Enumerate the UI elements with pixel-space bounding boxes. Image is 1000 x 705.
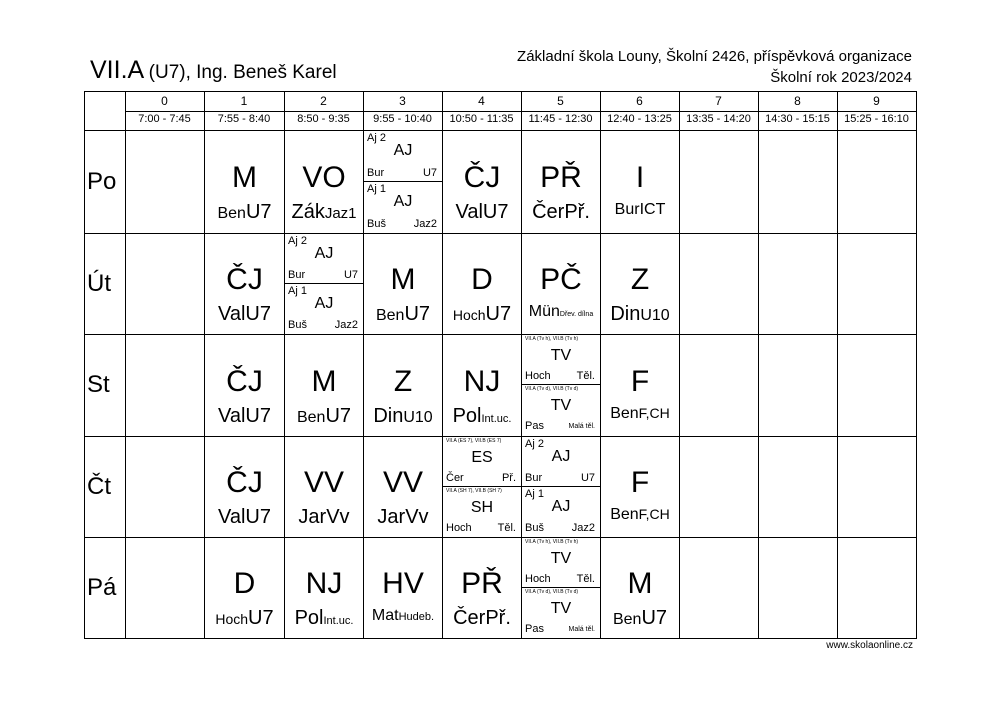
- lesson-subject: M: [311, 364, 337, 398]
- lesson-teacher: Ben: [610, 506, 639, 523]
- empty-cell: [680, 538, 758, 638]
- lesson-subject: PČ: [540, 263, 582, 296]
- split-divider: [521, 384, 600, 385]
- empty-cell: [680, 335, 758, 436]
- group-lesson[interactable]: [522, 437, 600, 487]
- period-time: 7:00 - 7:45: [138, 113, 191, 125]
- group-room: Malá těl.: [568, 626, 595, 633]
- group-subject: TV: [550, 347, 572, 364]
- lesson-cell[interactable]: [364, 437, 442, 537]
- group-room: Těl.: [576, 573, 595, 585]
- period-time: 12:40 - 13:25: [607, 113, 672, 125]
- lesson-subject: PŘ: [461, 567, 503, 600]
- lesson-cell[interactable]: [205, 335, 284, 436]
- lesson-room: Dřev. dílna: [559, 311, 594, 318]
- group-subject: AJ: [314, 245, 334, 262]
- lesson-room: U10: [640, 307, 670, 324]
- lesson-teacher: Hoch: [452, 307, 486, 323]
- lesson-cell[interactable]: [285, 335, 363, 436]
- lesson-cell[interactable]: [522, 538, 600, 638]
- period-number: 4: [478, 94, 485, 108]
- lesson-cell[interactable]: [443, 335, 521, 436]
- lesson-details: [443, 304, 521, 324]
- empty-cell: [126, 335, 204, 436]
- lesson-room: U7: [641, 607, 668, 629]
- lesson-teacher: Mün: [528, 303, 560, 320]
- row-line: [84, 91, 917, 92]
- empty-cell: [680, 234, 758, 334]
- lesson-subject: D: [233, 567, 256, 600]
- empty-cell: [759, 335, 837, 436]
- lesson-subject: PŘ: [540, 161, 582, 194]
- group-teacher: Hoch: [446, 522, 472, 534]
- lesson-cell[interactable]: [285, 538, 363, 638]
- group-subject: AJ: [393, 142, 413, 159]
- lesson-teacher: Pol: [294, 607, 324, 629]
- group-lesson[interactable]: [522, 385, 600, 435]
- lesson-cell[interactable]: [285, 437, 363, 537]
- lesson-teacher: Ben: [296, 408, 326, 426]
- period-time: 9:55 - 10:40: [373, 113, 432, 125]
- lesson-teacher: Val: [218, 404, 246, 427]
- group-label: Aj 2: [525, 438, 544, 450]
- lesson-details: [522, 202, 600, 222]
- empty-cell: [759, 437, 837, 537]
- group-teacher: Bur: [367, 167, 385, 179]
- group-lesson[interactable]: [443, 487, 521, 537]
- footer-link[interactable]: www.skolaonline.cz: [826, 640, 913, 651]
- empty-cell: [838, 234, 916, 334]
- empty-cell: [126, 437, 204, 537]
- period-number: 7: [715, 94, 722, 108]
- lesson-details: [205, 406, 284, 426]
- lesson-teacher: Hoch: [215, 611, 249, 627]
- group-teacher: Čer: [446, 472, 464, 484]
- lesson-room: U7: [482, 201, 509, 223]
- group-lesson[interactable]: [285, 234, 363, 284]
- lesson-subject: VO: [302, 161, 346, 194]
- empty-cell: [126, 131, 204, 233]
- group-label: VII.A (Tv d), VII.B (Tv d): [525, 386, 579, 392]
- lesson-cell[interactable]: [601, 234, 679, 334]
- lesson-room: U10: [403, 408, 433, 426]
- lesson-teacher: Val: [455, 201, 483, 223]
- period-time: 15:25 - 16:10: [844, 113, 909, 125]
- group-subject: AJ: [551, 448, 571, 465]
- lesson-details: [205, 608, 284, 628]
- lesson-cell[interactable]: [601, 335, 679, 436]
- empty-cell: [838, 538, 916, 638]
- group-room: U7: [580, 472, 595, 484]
- lesson-subject: I: [635, 161, 645, 194]
- lesson-cell[interactable]: [443, 131, 521, 233]
- group-subject: SH: [470, 499, 494, 516]
- empty-cell: [759, 131, 837, 233]
- lesson-cell[interactable]: [443, 437, 521, 537]
- column-line: [84, 91, 85, 639]
- lesson-room: ICT: [639, 201, 666, 218]
- lesson-details: [601, 507, 679, 523]
- lesson-details: [364, 608, 442, 624]
- lesson-details: [285, 608, 363, 628]
- empty-cell: [838, 131, 916, 233]
- group-teacher: Hoch: [525, 573, 551, 585]
- period-time: 11:45 - 12:30: [528, 113, 593, 125]
- group-subject: TV: [550, 550, 572, 567]
- lesson-subject: NJ: [463, 364, 501, 398]
- period-time: 10:50 - 11:35: [449, 113, 514, 125]
- lesson-subject: M: [390, 263, 416, 296]
- lesson-details: [364, 304, 442, 324]
- group-teacher: Bur: [525, 472, 543, 484]
- lesson-cell[interactable]: [522, 437, 600, 537]
- lesson-details: [364, 507, 442, 527]
- lesson-room: U7: [245, 303, 271, 325]
- lesson-details: [601, 304, 679, 324]
- lesson-teacher: Ben: [217, 205, 246, 222]
- empty-cell: [759, 538, 837, 638]
- split-divider: [521, 486, 600, 487]
- lesson-details: [443, 608, 521, 628]
- lesson-teacher: Čer: [532, 201, 565, 223]
- lesson-details: [601, 608, 679, 628]
- lesson-cell[interactable]: [522, 131, 600, 233]
- row-line: [84, 638, 917, 639]
- group-teacher: Pas: [525, 420, 544, 432]
- lesson-cell[interactable]: [601, 131, 679, 233]
- split-divider: [363, 181, 442, 182]
- lesson-room: F,CH: [638, 506, 670, 522]
- lesson-subject: ČJ: [463, 161, 501, 194]
- group-lesson[interactable]: [522, 487, 600, 537]
- lesson-subject: ČJ: [226, 263, 263, 296]
- lesson-details: [601, 202, 679, 218]
- lesson-details: [285, 202, 363, 222]
- split-divider: [442, 486, 521, 487]
- lesson-subject: NJ: [305, 567, 343, 600]
- period-number: 0: [161, 94, 168, 108]
- group-teacher: Pas: [525, 623, 544, 635]
- period-time: 7:55 - 8:40: [217, 113, 271, 125]
- group-teacher: Buš: [288, 319, 307, 331]
- lesson-room: F,CH: [638, 404, 670, 421]
- empty-cell: [126, 538, 204, 638]
- lesson-subject: VV: [303, 466, 345, 499]
- group-lesson[interactable]: [443, 437, 521, 487]
- lesson-details: [522, 304, 600, 320]
- period-time: 14:30 - 15:15: [765, 113, 830, 125]
- lesson-room: U7: [485, 303, 512, 325]
- group-room: Těl.: [576, 370, 595, 382]
- lesson-subject: ČJ: [226, 364, 263, 398]
- group-lesson[interactable]: [285, 284, 363, 334]
- group-subject: AJ: [393, 193, 413, 210]
- group-label: VII.A (SH 7), VII.B (SH 7): [446, 488, 502, 494]
- group-room: Jaz2: [571, 522, 595, 534]
- lesson-cell[interactable]: [364, 538, 442, 638]
- period-number: 3: [399, 94, 406, 108]
- lesson-cell[interactable]: [601, 538, 679, 638]
- lesson-cell[interactable]: [205, 131, 284, 233]
- lesson-subject: M: [627, 567, 653, 600]
- lesson-details: [205, 304, 284, 324]
- lesson-details: [205, 202, 284, 222]
- lesson-cell[interactable]: [364, 234, 442, 334]
- period-time: 8:50 - 9:35: [297, 113, 350, 125]
- group-label: Aj 1: [288, 285, 307, 297]
- lesson-subject: F: [630, 466, 650, 499]
- lesson-cell[interactable]: [205, 538, 284, 638]
- lesson-cell[interactable]: [522, 335, 600, 436]
- split-divider: [284, 283, 363, 284]
- empty-cell: [680, 131, 758, 233]
- period-number: 1: [240, 94, 248, 108]
- lesson-details: [443, 406, 521, 426]
- day-label: St: [87, 371, 110, 398]
- group-lesson[interactable]: [364, 182, 442, 233]
- empty-cell: [838, 437, 916, 537]
- lesson-teacher: Pol: [452, 404, 482, 427]
- group-teacher: Buš: [525, 522, 544, 534]
- group-room: U7: [422, 167, 437, 179]
- lesson-details: [443, 202, 521, 222]
- group-subject: AJ: [551, 498, 571, 515]
- group-room: Jaz2: [413, 218, 437, 230]
- lesson-teacher: Mat: [371, 607, 399, 624]
- lesson-cell[interactable]: [443, 538, 521, 638]
- lesson-cell[interactable]: [205, 437, 284, 537]
- group-room: Malá těl.: [568, 423, 595, 430]
- group-teacher: Buš: [367, 218, 386, 230]
- lesson-room: Vv: [326, 506, 350, 528]
- lesson-subject: D: [471, 263, 493, 296]
- group-label: VII.A (Tv h), VII.B (Tv h): [525, 336, 579, 342]
- lesson-details: [205, 507, 284, 527]
- lesson-room: Hudeb.: [398, 611, 435, 623]
- empty-cell: [680, 437, 758, 537]
- lesson-cell[interactable]: [285, 131, 363, 233]
- lesson-cell[interactable]: [285, 234, 363, 334]
- lesson-teacher: Ben: [375, 307, 405, 324]
- lesson-room: Př.: [485, 607, 511, 629]
- group-label: VII.A (Tv h), VII.B (Tv h): [525, 539, 579, 545]
- group-room: Těl.: [497, 522, 516, 534]
- group-label: Aj 2: [367, 132, 386, 144]
- lesson-room: U7: [245, 506, 271, 528]
- day-label: Pá: [87, 573, 117, 601]
- day-label: Čt: [87, 472, 111, 500]
- lesson-details: [601, 406, 679, 422]
- lesson-room: Př.: [564, 201, 590, 223]
- lesson-details: [364, 406, 442, 426]
- lesson-subject: Z: [393, 364, 413, 398]
- day-label: Út: [87, 269, 111, 297]
- lesson-details: [285, 507, 363, 527]
- school-year: Školní rok 2023/2024: [770, 69, 912, 86]
- lesson-cell[interactable]: [205, 234, 284, 334]
- group-lesson[interactable]: [364, 131, 442, 182]
- lesson-teacher: Jar: [298, 506, 327, 528]
- group-label: Aj 2: [288, 235, 307, 247]
- lesson-teacher: Din: [610, 303, 641, 325]
- group-room: Jaz2: [334, 319, 358, 331]
- class-teacher: (U7), Ing. Beneš Karel: [148, 62, 337, 83]
- lesson-details: [285, 406, 363, 426]
- group-subject: TV: [550, 600, 572, 617]
- lesson-room: U7: [245, 404, 271, 427]
- lesson-teacher: Čer: [453, 607, 486, 629]
- group-label: Aj 1: [367, 183, 386, 195]
- lesson-teacher: Din: [373, 404, 404, 427]
- lesson-room: Vv: [405, 506, 429, 528]
- lesson-teacher: Val: [218, 303, 246, 325]
- lesson-teacher: Ben: [610, 404, 639, 422]
- split-divider: [521, 587, 600, 588]
- empty-cell: [838, 335, 916, 436]
- group-label: VII.A (ES 7), VII.B (ES 7): [446, 438, 502, 444]
- empty-cell: [126, 234, 204, 334]
- lesson-subject: M: [232, 161, 257, 194]
- group-room: U7: [343, 269, 358, 281]
- group-label: VII.A (Tv d), VII.B (Tv d): [525, 589, 579, 595]
- period-time: 13:35 - 14:20: [686, 113, 751, 125]
- group-teacher: Hoch: [525, 370, 551, 382]
- group-subject: AJ: [314, 295, 334, 312]
- group-room: Př.: [501, 472, 516, 484]
- school-name: Základní škola Louny, Školní 2426, příspěvková organizace: [517, 48, 912, 65]
- lesson-cell[interactable]: [522, 234, 600, 334]
- lesson-teacher: Ben: [612, 611, 642, 628]
- group-lesson[interactable]: [522, 588, 600, 638]
- group-teacher: Bur: [288, 269, 306, 281]
- day-label: Po: [87, 167, 117, 195]
- empty-cell: [759, 234, 837, 334]
- lesson-subject: ČJ: [226, 466, 263, 499]
- lesson-subject: HV: [382, 567, 424, 600]
- period-number: 6: [636, 94, 643, 108]
- lesson-room: U7: [404, 303, 431, 325]
- lesson-cell[interactable]: [364, 335, 442, 436]
- lesson-room: U7: [325, 404, 352, 427]
- group-subject: TV: [550, 397, 572, 414]
- lesson-teacher: Zák: [291, 201, 325, 223]
- lesson-teacher: Bur: [614, 201, 640, 218]
- lesson-cell[interactable]: [364, 131, 442, 233]
- period-number: 5: [557, 94, 564, 108]
- lesson-subject: Z: [630, 263, 650, 296]
- class-name: VII.A: [90, 56, 145, 84]
- lesson-teacher: Val: [218, 506, 246, 528]
- lesson-cell[interactable]: [443, 234, 521, 334]
- group-subject: ES: [471, 449, 493, 466]
- lesson-room: U7: [245, 201, 272, 223]
- lesson-room: Int.uc.: [481, 412, 512, 425]
- lesson-room: Jaz1: [324, 205, 357, 222]
- group-lesson[interactable]: [522, 335, 600, 385]
- group-label: Aj 1: [525, 488, 544, 500]
- lesson-room: U7: [248, 607, 274, 629]
- period-number: 9: [873, 94, 880, 108]
- lesson-room: Int.uc.: [323, 615, 354, 627]
- lesson-teacher: Jar: [377, 506, 406, 528]
- lesson-subject: VV: [382, 466, 424, 499]
- lesson-subject: F: [630, 364, 650, 398]
- period-number: 2: [320, 94, 327, 108]
- period-number: 8: [794, 94, 801, 108]
- group-lesson[interactable]: [522, 538, 600, 588]
- lesson-cell[interactable]: [601, 437, 679, 537]
- column-line: [916, 91, 917, 639]
